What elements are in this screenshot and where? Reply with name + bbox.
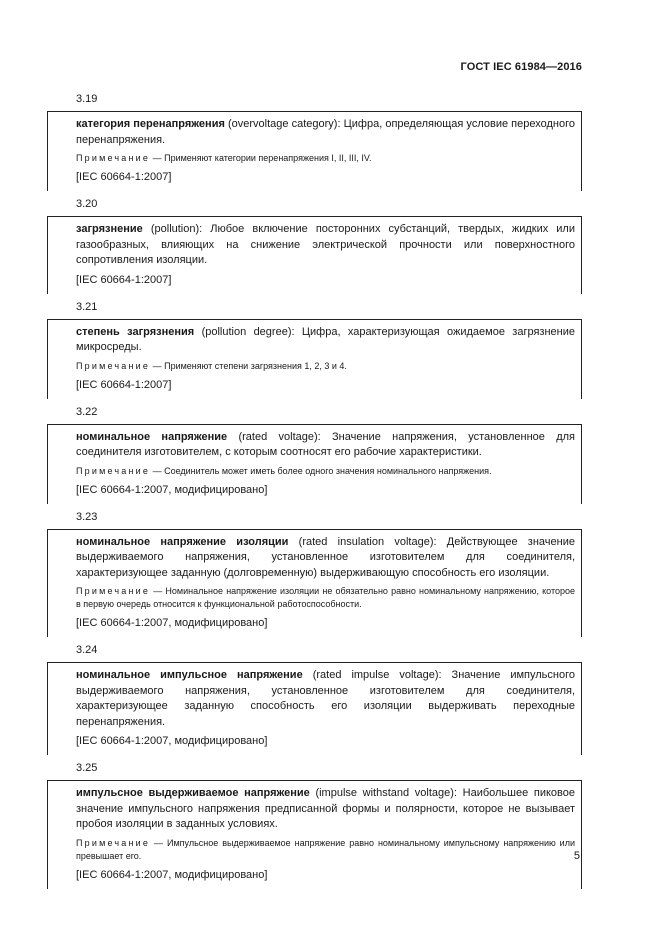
note (76, 360, 575, 373)
term: импульсное выдерживаемое напряжение (76, 787, 310, 799)
definition-box (47, 216, 582, 294)
definition-box (47, 529, 582, 638)
clause-number: 3.19 (76, 93, 98, 105)
definition-entry (47, 761, 582, 889)
note-text: — Применяют категории перенапряжения I, II, III, IV. (150, 153, 372, 163)
note-text: — Импульсное выдерживаемое напряжение равно номинальному импульсному напряжению или превышает его. (76, 837, 575, 861)
definition-box (47, 319, 582, 399)
note (48, 837, 575, 863)
definitions-list (47, 92, 582, 895)
source-reference: [IEC 60664-1:2007] (76, 378, 172, 391)
source-reference: [IEC 60664-1:2007, модифицировано] (76, 735, 268, 747)
note-text: — Номинальное напряжение изоляции не обязательно равно номинальному напряжению, которое в первую очередь относится к функциональной работоспособности. (76, 586, 575, 609)
definition-text (76, 430, 575, 461)
definition-text (76, 786, 575, 833)
definition-box (47, 662, 582, 755)
definition-body: (rated voltage): Значение напряжения, установленное для соединителя изготовителем, с которым соотносят его рабочие характеристики. (76, 430, 575, 458)
page-number: 5 (573, 850, 580, 862)
note (48, 585, 575, 611)
clause-number: 3.25 (76, 762, 98, 774)
source-reference: [IEC 60664-1:2007] (76, 273, 172, 286)
definition-entry (47, 510, 582, 638)
note-label: Примечание (76, 586, 151, 596)
definition-box (47, 780, 582, 889)
source-reference: [IEC 60664-1:2007, модифицировано] (76, 483, 268, 496)
definition-body: (rated impulse voltage): Значение импульсного выдерживаемого напряжения, установленное изготовителем для соединителя, характеризующее заданную способность его изоляции выдерживать переходные перенапряжения. (76, 669, 575, 728)
definition-entry (47, 300, 582, 399)
note-text: — Применяют степени загрязнения 1, 2, 3 и 4. (150, 360, 347, 371)
source-reference: [IEC 60664-1:2007, модифицировано] (76, 617, 268, 629)
term: номинальное напряжение изоляции (76, 535, 289, 548)
definition-body: (pollution degree): Цифра, характеризующая ожидаемое загрязнение микросреды. (76, 325, 575, 353)
term: загрязнение (76, 223, 143, 235)
definition-entry (47, 405, 582, 504)
definition-body: (overvoltage category): Цифра, определяющая условие переходного перенапряжения. (76, 118, 575, 146)
term: номинальное импульсное напряжение (76, 669, 303, 681)
definition-text (76, 222, 575, 269)
definition-entry (47, 92, 582, 191)
definition-entry (47, 197, 582, 294)
note-label: Примечание (76, 837, 151, 848)
definition-text (76, 325, 575, 356)
document-id: ГОСТ IEC 61984—2016 (460, 61, 582, 73)
note-label: Примечание (76, 465, 151, 476)
clause-number: 3.24 (76, 644, 98, 656)
clause-number: 3.22 (76, 405, 98, 418)
definition-box (47, 424, 582, 504)
definition-text (76, 668, 575, 730)
clause-number: 3.20 (76, 198, 98, 210)
source-reference: [IEC 60664-1:2007] (76, 171, 172, 183)
definition-body: (rated insulation voltage): Действующее значение выдерживаемого напряжения, установленное изготовителем для соединителя, характеризующее заданную (долговременную) выдерживающую способность его изоляции. (76, 535, 575, 579)
term: номинальное напряжение (76, 430, 228, 443)
note (76, 465, 575, 478)
term: категория перенапряжения (76, 118, 225, 130)
definition-body: (pollution): Любое включение посторонних субстанций, твердых, жидких или газообразных, влияющих на снижение электрической прочности или поверхностного сопротивления изоляции. (76, 223, 575, 266)
definition-text (76, 535, 575, 582)
note-text: — Соединитель может иметь более одного значения номинального напряжения. (150, 465, 492, 476)
definition-body: (impulse withstand voltage): Наибольшее пиковое значение импульсного напряжения предписанной формы и полярности, которое не вызывает пробоя изоляции в заданных условиях. (76, 787, 575, 830)
clause-number: 3.23 (76, 510, 98, 523)
definition-box (47, 111, 582, 191)
definition-entry (47, 643, 582, 755)
term: степень загрязнения (76, 325, 195, 338)
definition-text (76, 117, 575, 148)
note (76, 152, 575, 165)
note-label: Примечание (76, 153, 151, 163)
clause-number: 3.21 (76, 300, 98, 313)
note-label: Примечание (76, 360, 151, 371)
source-reference: [IEC 60664-1:2007, модифицировано] (76, 868, 268, 881)
